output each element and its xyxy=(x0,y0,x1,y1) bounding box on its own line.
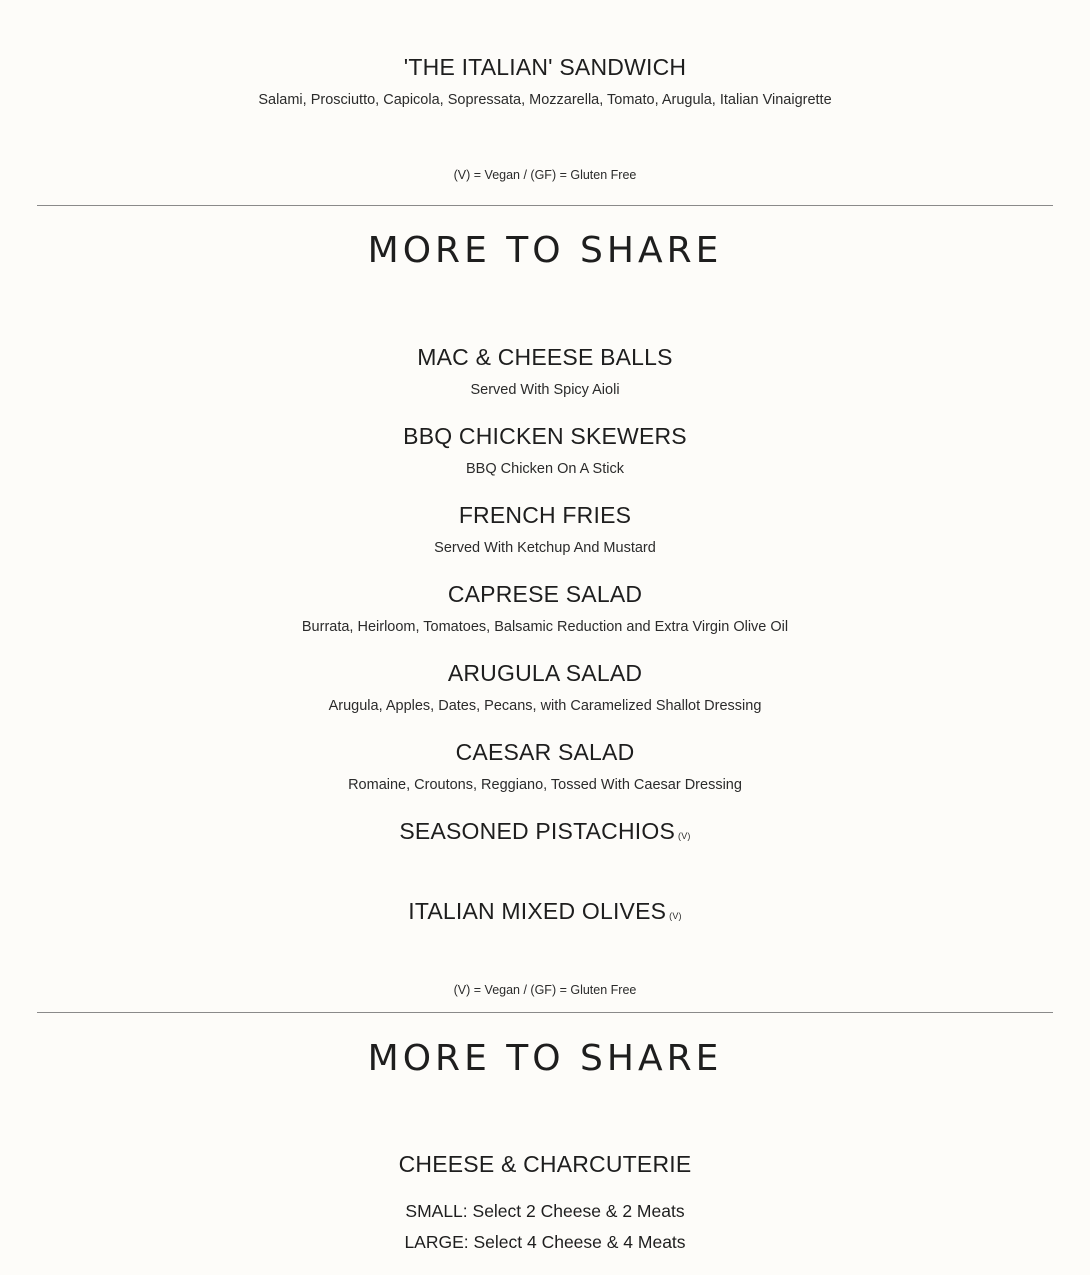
clipped-text-top xyxy=(0,0,1090,6)
item-title-with-tag xyxy=(0,897,1090,930)
item-title: ITALIAN MIXED OLIVES xyxy=(408,898,667,924)
item-description: Burrata, Heirloom, Tomatoes, Balsamic Reduction and Extra Virgin Olive Oil xyxy=(301,619,789,635)
item-title-cheese-charcuterie: CHEESE & CHARCUTERIE xyxy=(398,1151,692,1177)
dietary-tag: (V) xyxy=(669,911,682,921)
item-description: Romaine, Croutons, Reggiano, Tossed With Caesar Dressing xyxy=(348,777,742,793)
item-title: SEASONED PISTACHIOS xyxy=(399,818,675,844)
section-divider xyxy=(37,1012,1053,1013)
item-title: MAC & CHEESE BALLS xyxy=(417,344,673,370)
item-title: BBQ CHICKEN SKEWERS xyxy=(403,423,687,449)
item-title: CAPRESE SALAD xyxy=(447,581,643,607)
section-heading-more-to-share: MORE TO SHARE xyxy=(367,230,723,271)
dietary-legend: (V) = Vegan / (GF) = Gluten Free xyxy=(453,983,637,997)
dietary-tag: (V) xyxy=(678,831,691,841)
item-description: Arugula, Apples, Dates, Pecans, with Caramelized Shallot Dressing xyxy=(328,698,762,714)
section-divider xyxy=(37,205,1053,206)
size-option-large: LARGE: Select 4 Cheese & 4 Meats xyxy=(404,1232,686,1252)
item-description-italian-sandwich: Salami, Prosciutto, Capicola, Sopressata, Mozzarella, Tomato, Arugula, Italian Vinaigrette xyxy=(258,92,832,108)
item-description: BBQ Chicken On A Stick xyxy=(466,461,624,477)
item-title-with-tag xyxy=(0,817,1090,850)
item-description: Served With Ketchup And Mustard xyxy=(434,540,656,556)
section-heading-more-to-share: MORE TO SHARE xyxy=(367,1038,723,1079)
size-option-small: SMALL: Select 2 Cheese & 2 Meats xyxy=(405,1201,685,1221)
dietary-legend: (V) = Vegan / (GF) = Gluten Free xyxy=(453,168,637,182)
item-title: CAESAR SALAD xyxy=(455,739,635,765)
item-title: FRENCH FRIES xyxy=(458,502,632,528)
item-title-italian-sandwich: 'THE ITALIAN' SANDWICH xyxy=(403,54,687,80)
item-description: Served With Spicy Aioli xyxy=(470,382,620,398)
item-title: ARUGULA SALAD xyxy=(447,660,643,686)
